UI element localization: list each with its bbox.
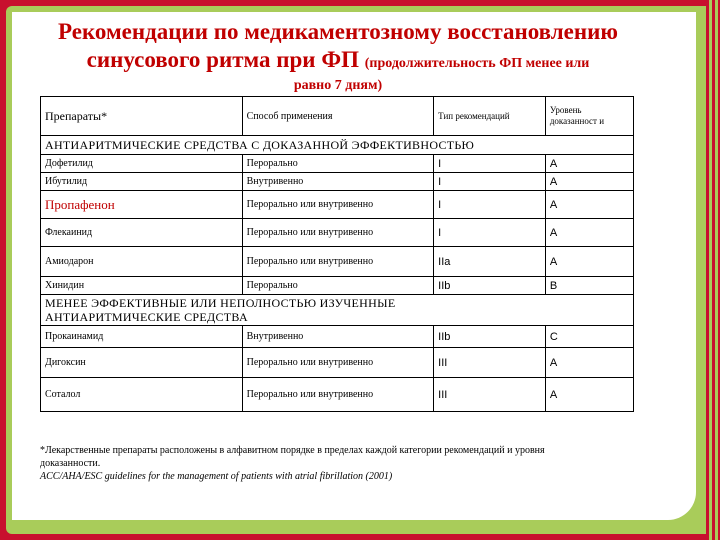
level-cell: B (545, 277, 633, 295)
level-cell: A (545, 247, 633, 277)
drug-cell: Дигоксин (41, 348, 243, 378)
route-cell: Перорально (242, 155, 434, 173)
type-cell: I (434, 191, 546, 219)
drug-cell: Дофетилид (41, 155, 243, 173)
level-cell: A (545, 378, 633, 412)
type-cell: IIb (434, 326, 546, 348)
level-cell: C (545, 326, 633, 348)
type-cell: I (434, 155, 546, 173)
level-cell: A (545, 219, 633, 247)
section-title: АНТИАРИТМИЧЕСКИЕ СРЕДСТВА С ДОКАЗАННОЙ ЭФФЕКТИВНОСТЬЮ (41, 136, 634, 155)
frame-stripe (706, 0, 720, 540)
route-cell: Перорально или внутривенно (242, 191, 434, 219)
table-header-row (41, 97, 634, 136)
type-cell: III (434, 348, 546, 378)
route-cell: Внутривенно (242, 173, 434, 191)
title-line2-paren: (продолжительность ФП менее или (364, 56, 590, 71)
route-cell: Внутривенно (242, 326, 434, 348)
section-row (41, 295, 634, 326)
header-drugs: Препараты* (41, 97, 243, 136)
footnote (40, 444, 640, 483)
table-row (41, 378, 634, 412)
table-row (41, 219, 634, 247)
table-row (41, 277, 634, 295)
slide-title (28, 18, 648, 78)
recommendations-table (40, 96, 634, 412)
section-row (41, 136, 634, 155)
header-level: Уровень доказанност и (545, 97, 633, 136)
title-line1: Рекомендации по медикаментозному восстановлению (58, 19, 618, 44)
drug-cell: Пропафенон (41, 191, 243, 219)
header-type: Тип рекомендаций (434, 97, 546, 136)
route-cell: Перорально или внутривенно (242, 378, 434, 412)
section-title-line1: МЕНЕЕ ЭФФЕКТИВНЫЕ ИЛИ НЕПОЛНОСТЬЮ ИЗУЧЕННЫЕ (45, 296, 396, 310)
route-cell: Перорально или внутривенно (242, 247, 434, 277)
type-cell: I (434, 219, 546, 247)
level-cell: A (545, 155, 633, 173)
footnote-line1: *Лекарственные препараты расположены в алфавитном порядке в пределах каждой категории рекомендаций и уровня (40, 445, 545, 456)
drug-cell: Соталол (41, 378, 243, 412)
title-line2: синусового ритма при ФП (86, 47, 359, 72)
route-cell: Перорально или внутривенно (242, 219, 434, 247)
drug-cell: Хинидин (41, 277, 243, 295)
table-row (41, 155, 634, 173)
drug-cell: Ибутилид (41, 173, 243, 191)
type-cell: IIa (434, 247, 546, 277)
title-line3: равно 7 дням) (293, 78, 383, 93)
section-title (41, 295, 634, 326)
type-cell: III (434, 378, 546, 412)
level-cell: A (545, 173, 633, 191)
section-title-line2: АНТИАРИТМИЧЕСКИЕ СРЕДСТВА (45, 310, 248, 324)
table-row (41, 191, 634, 219)
footnote-source: ACC/AHA/ESC guidelines for the management of patients with atrial fibrillation (2001) (40, 471, 393, 482)
drug-cell: Флекаинид (41, 219, 243, 247)
type-cell: I (434, 173, 546, 191)
drug-cell: Прокаинамид (41, 326, 243, 348)
route-cell: Перорально (242, 277, 434, 295)
table-row (41, 348, 634, 378)
drug-cell: Амиодарон (41, 247, 243, 277)
route-cell: Перорально или внутривенно (242, 348, 434, 378)
table-row (41, 173, 634, 191)
table-row (41, 247, 634, 277)
table-row (41, 326, 634, 348)
type-cell: IIb (434, 277, 546, 295)
header-route: Способ применения (242, 97, 434, 136)
footnote-line2: доказанности. (40, 458, 101, 469)
level-cell: A (545, 348, 633, 378)
level-cell: A (545, 191, 633, 219)
